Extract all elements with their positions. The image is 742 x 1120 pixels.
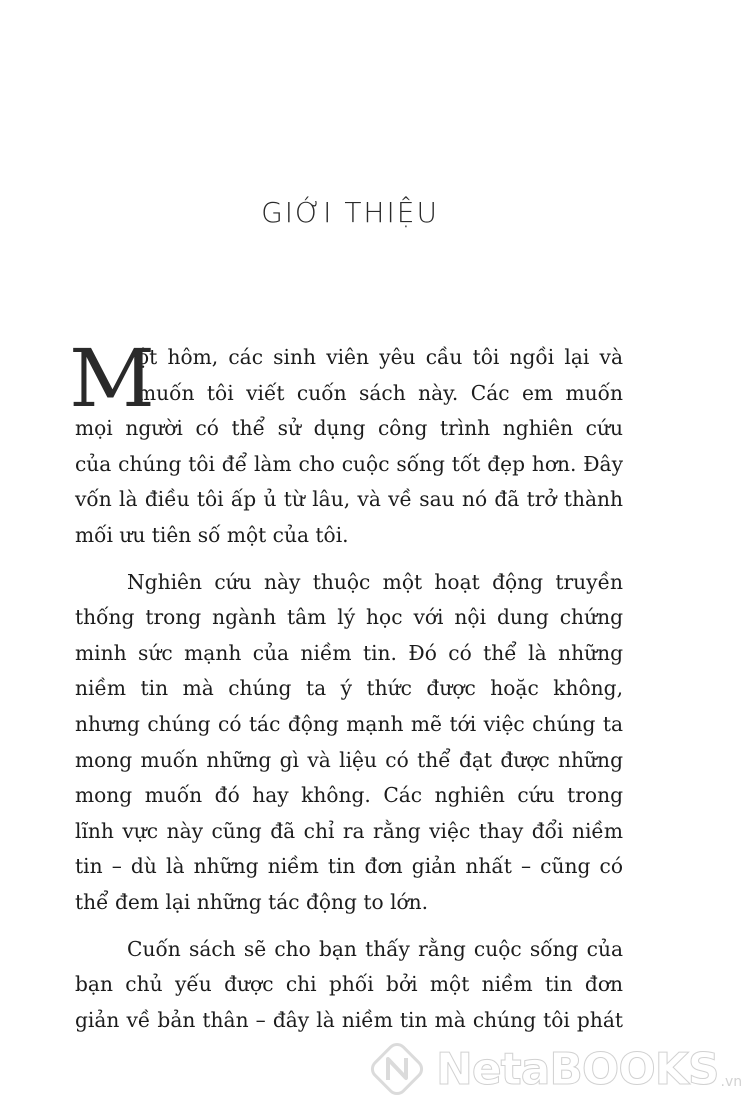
- paragraph-2: [75, 565, 623, 921]
- text-line: Cuốn sách sẽ cho bạn thấy rằng cuộc sống của: [127, 936, 623, 961]
- text-line: Nghiên cứu này thuộc một hoạt động truyền: [127, 569, 623, 594]
- text-line: tin – dù là những niềm tin đơn giản nhất – cũng có: [75, 854, 623, 879]
- watermark-suffix: .vn: [720, 1074, 742, 1090]
- text-line: nhưng chúng có tác động mạnh mẽ tới việc chúng ta: [75, 711, 623, 736]
- text-line: bạn chủ yếu được chi phối bởi một niềm tin đơn: [75, 972, 623, 997]
- text-line: ột hôm, các sinh viên yêu cầu tôi ngồi lại và: [137, 345, 623, 369]
- text-line: lĩnh vực này cũng đã chỉ ra rằng việc thay đổi niềm: [75, 818, 623, 843]
- text-line: mong muốn đó hay không. Các nghiên cứu trong: [75, 783, 623, 808]
- watermark: [366, 1034, 742, 1104]
- text-line: của chúng tôi để làm cho cuộc sống tốt đẹp hơn. Đây: [75, 451, 623, 476]
- text-line: muốn tôi viết cuốn sách này. Các em muốn: [137, 380, 623, 405]
- paragraph-3: [75, 932, 623, 1039]
- paragraph-1: [68, 332, 623, 554]
- text-line: thống trong ngành tâm lý học với nội dung chứng: [75, 605, 623, 630]
- text-line: minh sức mạnh của niềm tin. Đó có thể là những: [75, 640, 623, 665]
- text-line: giản về bản thân – đây là niềm tin mà chúng tôi phát: [75, 1007, 623, 1032]
- netabooks-logo-icon: [366, 1038, 428, 1100]
- chapter-heading: GIỚI THIỆU: [261, 196, 439, 229]
- text-line: mong muốn những gì và liệu có thể đạt được những: [75, 747, 623, 772]
- drop-cap: M: [68, 332, 155, 425]
- watermark-brand: NetaBOOKS: [436, 1043, 719, 1095]
- text-line: niềm tin mà chúng ta ý thức được hoặc không,: [75, 676, 623, 701]
- text-line: mọi người có thể sử dụng công trình nghiên cứu: [75, 416, 623, 441]
- text-line: thể đem lại những tác động to lớn.: [75, 889, 429, 914]
- text-line: vốn là điều tôi ấp ủ từ lâu, và về sau nó đã trở thành: [75, 487, 623, 512]
- text-line: mối ưu tiên số một của tôi.: [75, 522, 349, 547]
- body-text: [68, 332, 623, 1038]
